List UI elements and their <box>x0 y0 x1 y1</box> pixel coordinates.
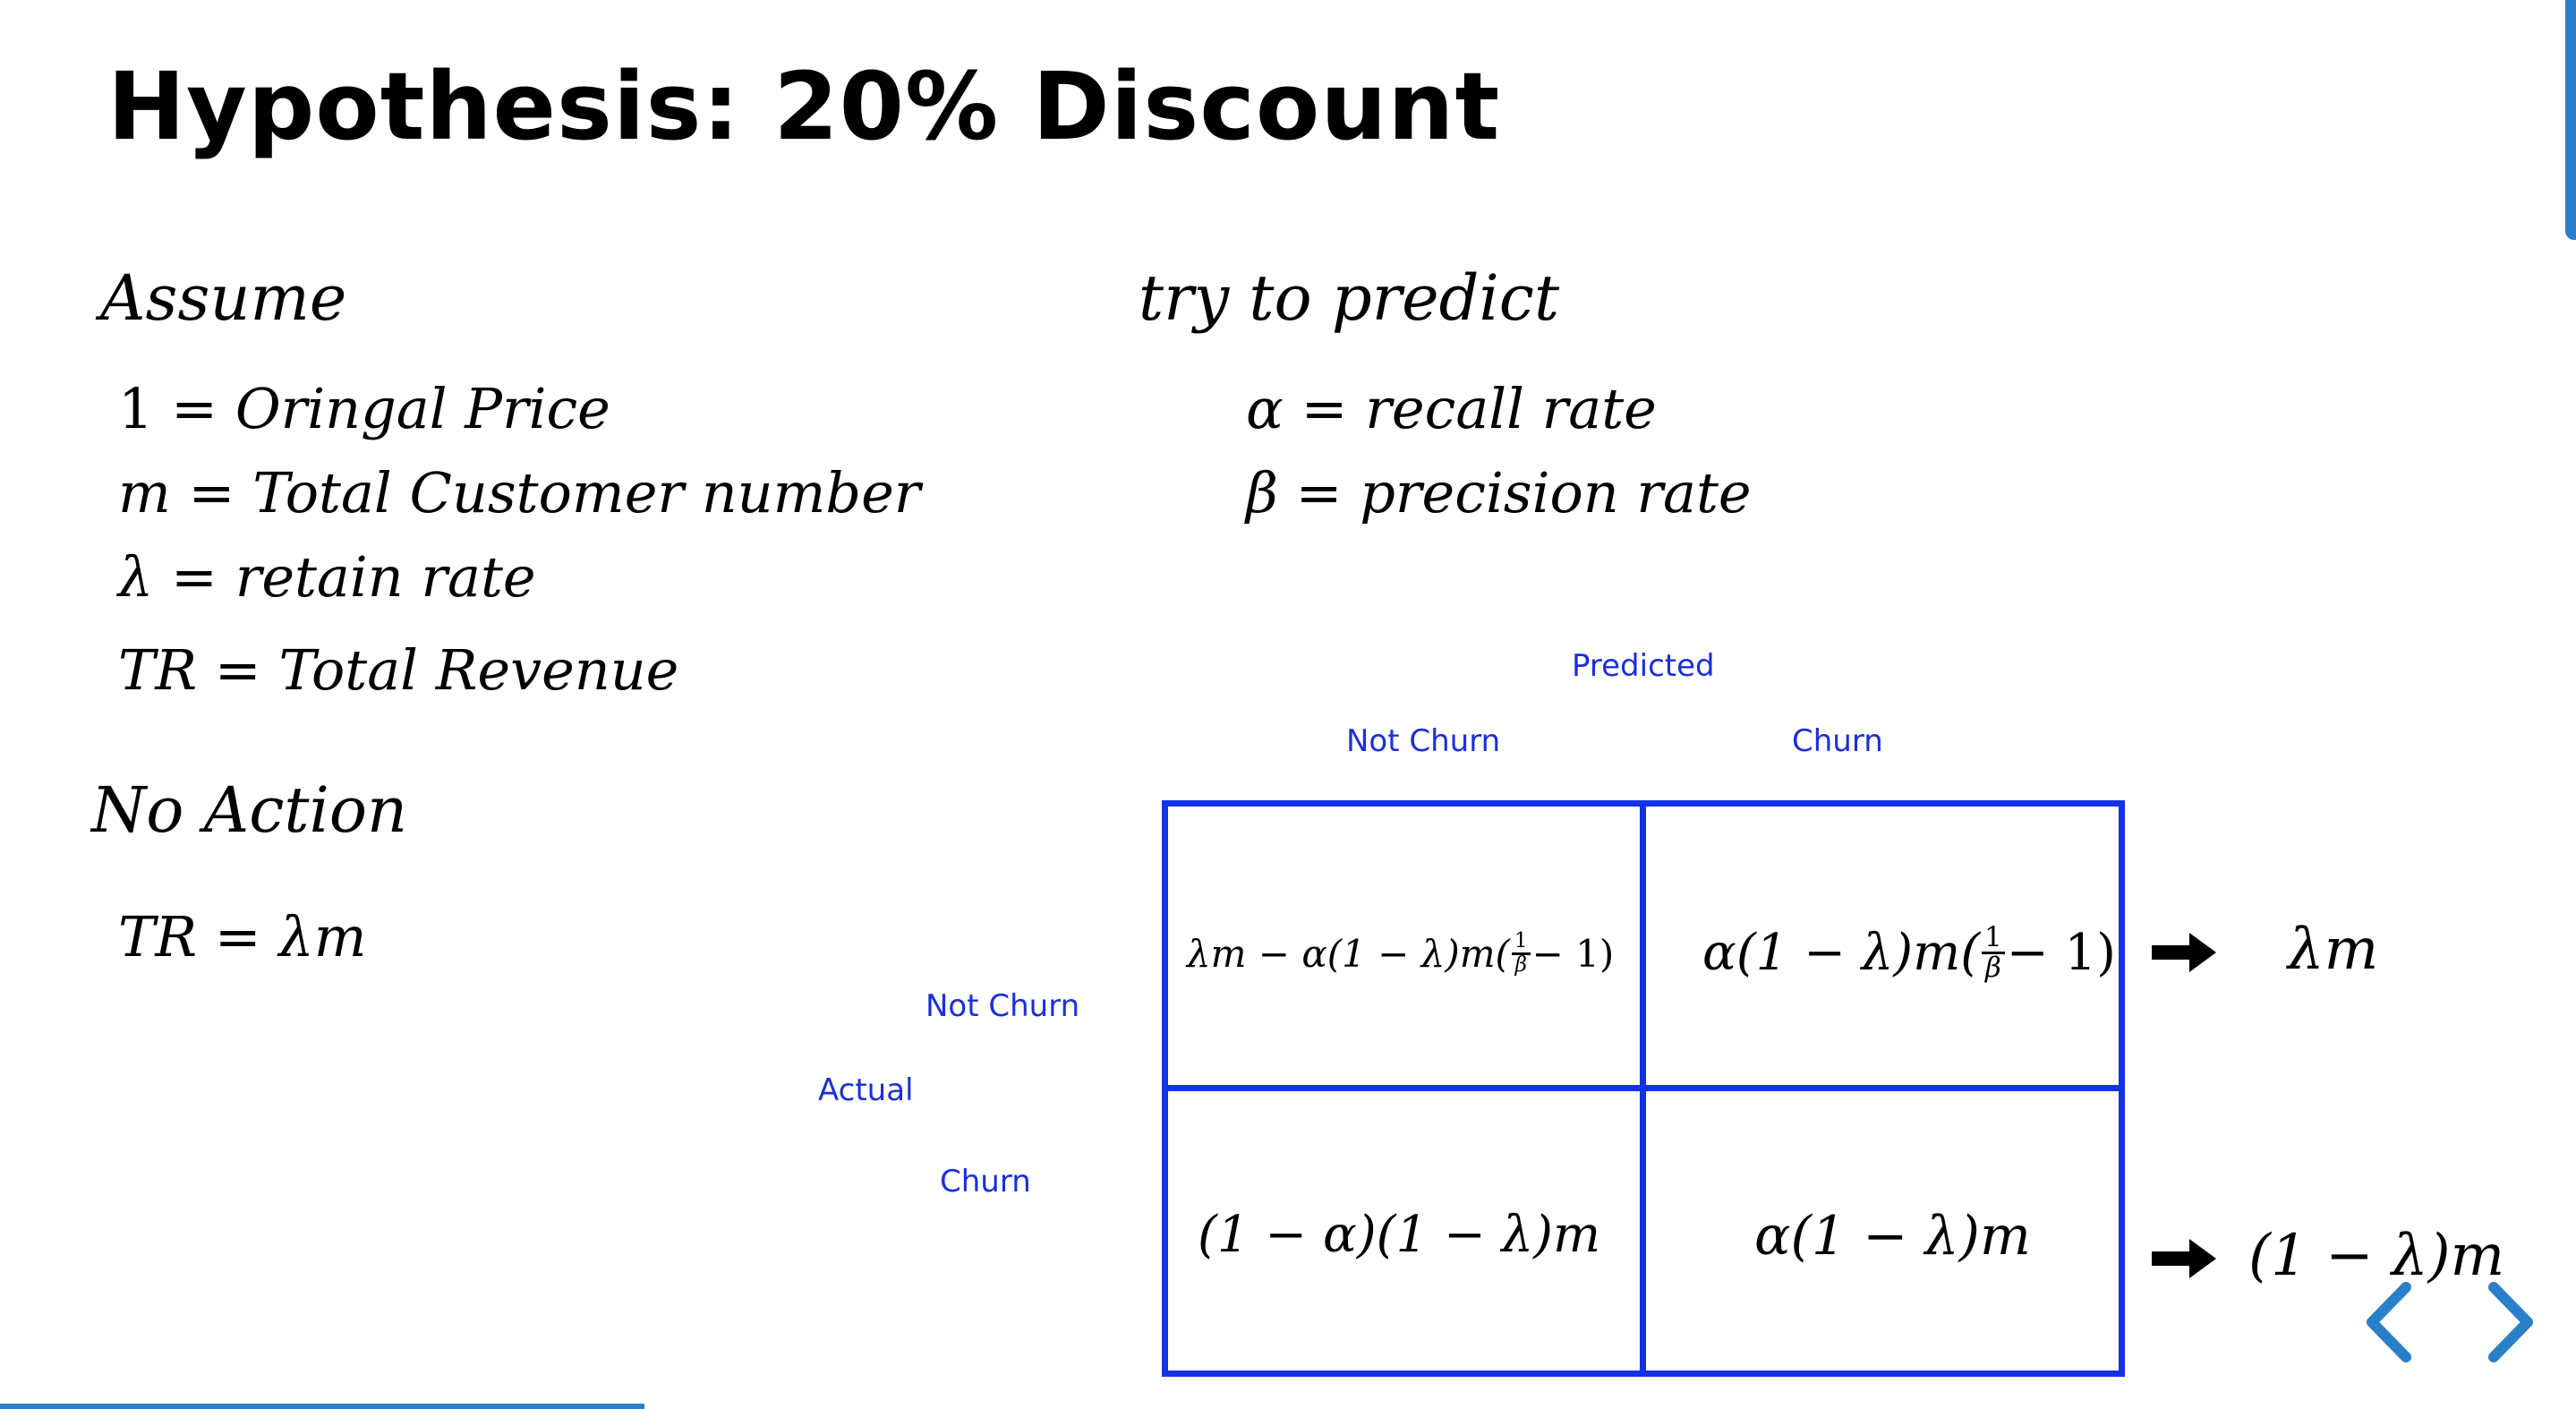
cell-notchurn-notchurn <box>1187 904 1614 1003</box>
predict-def-recall <box>1246 376 1657 441</box>
equals-sign: = <box>171 376 235 441</box>
equals-sign: = <box>214 904 279 969</box>
chevron-right-icon <box>2483 1282 2537 1362</box>
fraction-numerator: 1 <box>1512 931 1531 954</box>
equals-sign: = <box>1301 376 1366 441</box>
def-lhs: β <box>1246 460 1278 525</box>
cell-formula-end: − 1) <box>1531 931 1615 976</box>
cell-formula-start: λm − α(1 − λ)m( <box>1187 931 1510 976</box>
next-slide-button[interactable] <box>2483 1282 2537 1362</box>
def-rhs: precision rate <box>1360 460 1752 525</box>
chevron-left-icon <box>2363 1282 2417 1362</box>
presenter-side-tab[interactable] <box>2565 0 2576 240</box>
equals-sign: = <box>1295 460 1361 525</box>
assume-def-customers <box>118 460 920 525</box>
cell-notchurn-churn <box>1702 899 2116 1006</box>
cell-formula-start: α(1 − λ)m( <box>1702 923 1981 982</box>
assume-def-retain <box>118 544 536 610</box>
matrix-divider-horizontal <box>1162 1085 2125 1091</box>
assume-heading: Assume <box>100 261 347 335</box>
row-result-not-churn: λm <box>2288 917 2379 983</box>
fraction <box>1982 920 2005 984</box>
assume-def-price <box>118 376 610 441</box>
assume-def-revenue <box>118 637 678 703</box>
cell-formula: α(1 − λ)m <box>1754 1205 2031 1268</box>
cell-formula-end: − 1) <box>2006 923 2116 982</box>
def-rhs: recall rate <box>1365 376 1657 441</box>
prev-slide-button[interactable] <box>2363 1282 2417 1362</box>
predicted-axis-label: Predicted <box>1572 648 1715 684</box>
cell-churn-notchurn <box>1198 1194 1600 1275</box>
fraction-numerator: 1 <box>1982 924 2005 954</box>
def-lhs: m <box>118 460 171 525</box>
col-label-churn: Churn <box>1792 723 1883 759</box>
no-action-heading: No Action <box>91 773 408 847</box>
def-rhs: Oringal Price <box>235 376 610 441</box>
def-lhs: λ <box>118 544 154 610</box>
slide-progress-bar <box>0 1404 644 1409</box>
fraction-denominator: β <box>1985 951 2001 984</box>
row-result-churn: (1 − λ)m <box>2248 1223 2505 1289</box>
slide-title: Hypothesis: 20% Discount <box>107 52 1501 161</box>
equals-sign: = <box>214 637 279 703</box>
def-lhs: 1 <box>118 376 154 441</box>
def-rhs: Total Revenue <box>278 637 679 703</box>
no-action-formula <box>118 904 367 969</box>
row-label-churn: Churn <box>940 1164 1031 1200</box>
equals-sign: = <box>188 460 253 525</box>
fraction <box>1512 931 1531 975</box>
formula-lhs: TR <box>118 904 198 969</box>
right-arrow-icon <box>2152 1239 2216 1278</box>
def-rhs: retain rate <box>235 544 536 610</box>
fraction-denominator: β <box>1514 952 1527 977</box>
def-lhs: α <box>1246 376 1284 441</box>
cell-churn-churn <box>1754 1196 2031 1277</box>
formula-rhs: λm <box>278 904 367 969</box>
actual-axis-label: Actual <box>818 1072 914 1108</box>
col-label-not-churn: Not Churn <box>1346 723 1501 759</box>
cell-formula: (1 − α)(1 − λ)m <box>1198 1205 1601 1264</box>
row-label-not-churn: Not Churn <box>925 988 1080 1024</box>
def-rhs: Total Customer number <box>252 460 921 525</box>
predict-heading: try to predict <box>1139 261 1560 335</box>
def-lhs: TR <box>118 637 198 703</box>
right-arrow-icon <box>2152 933 2216 972</box>
predict-def-precision <box>1246 460 1752 525</box>
equals-sign: = <box>171 544 235 610</box>
